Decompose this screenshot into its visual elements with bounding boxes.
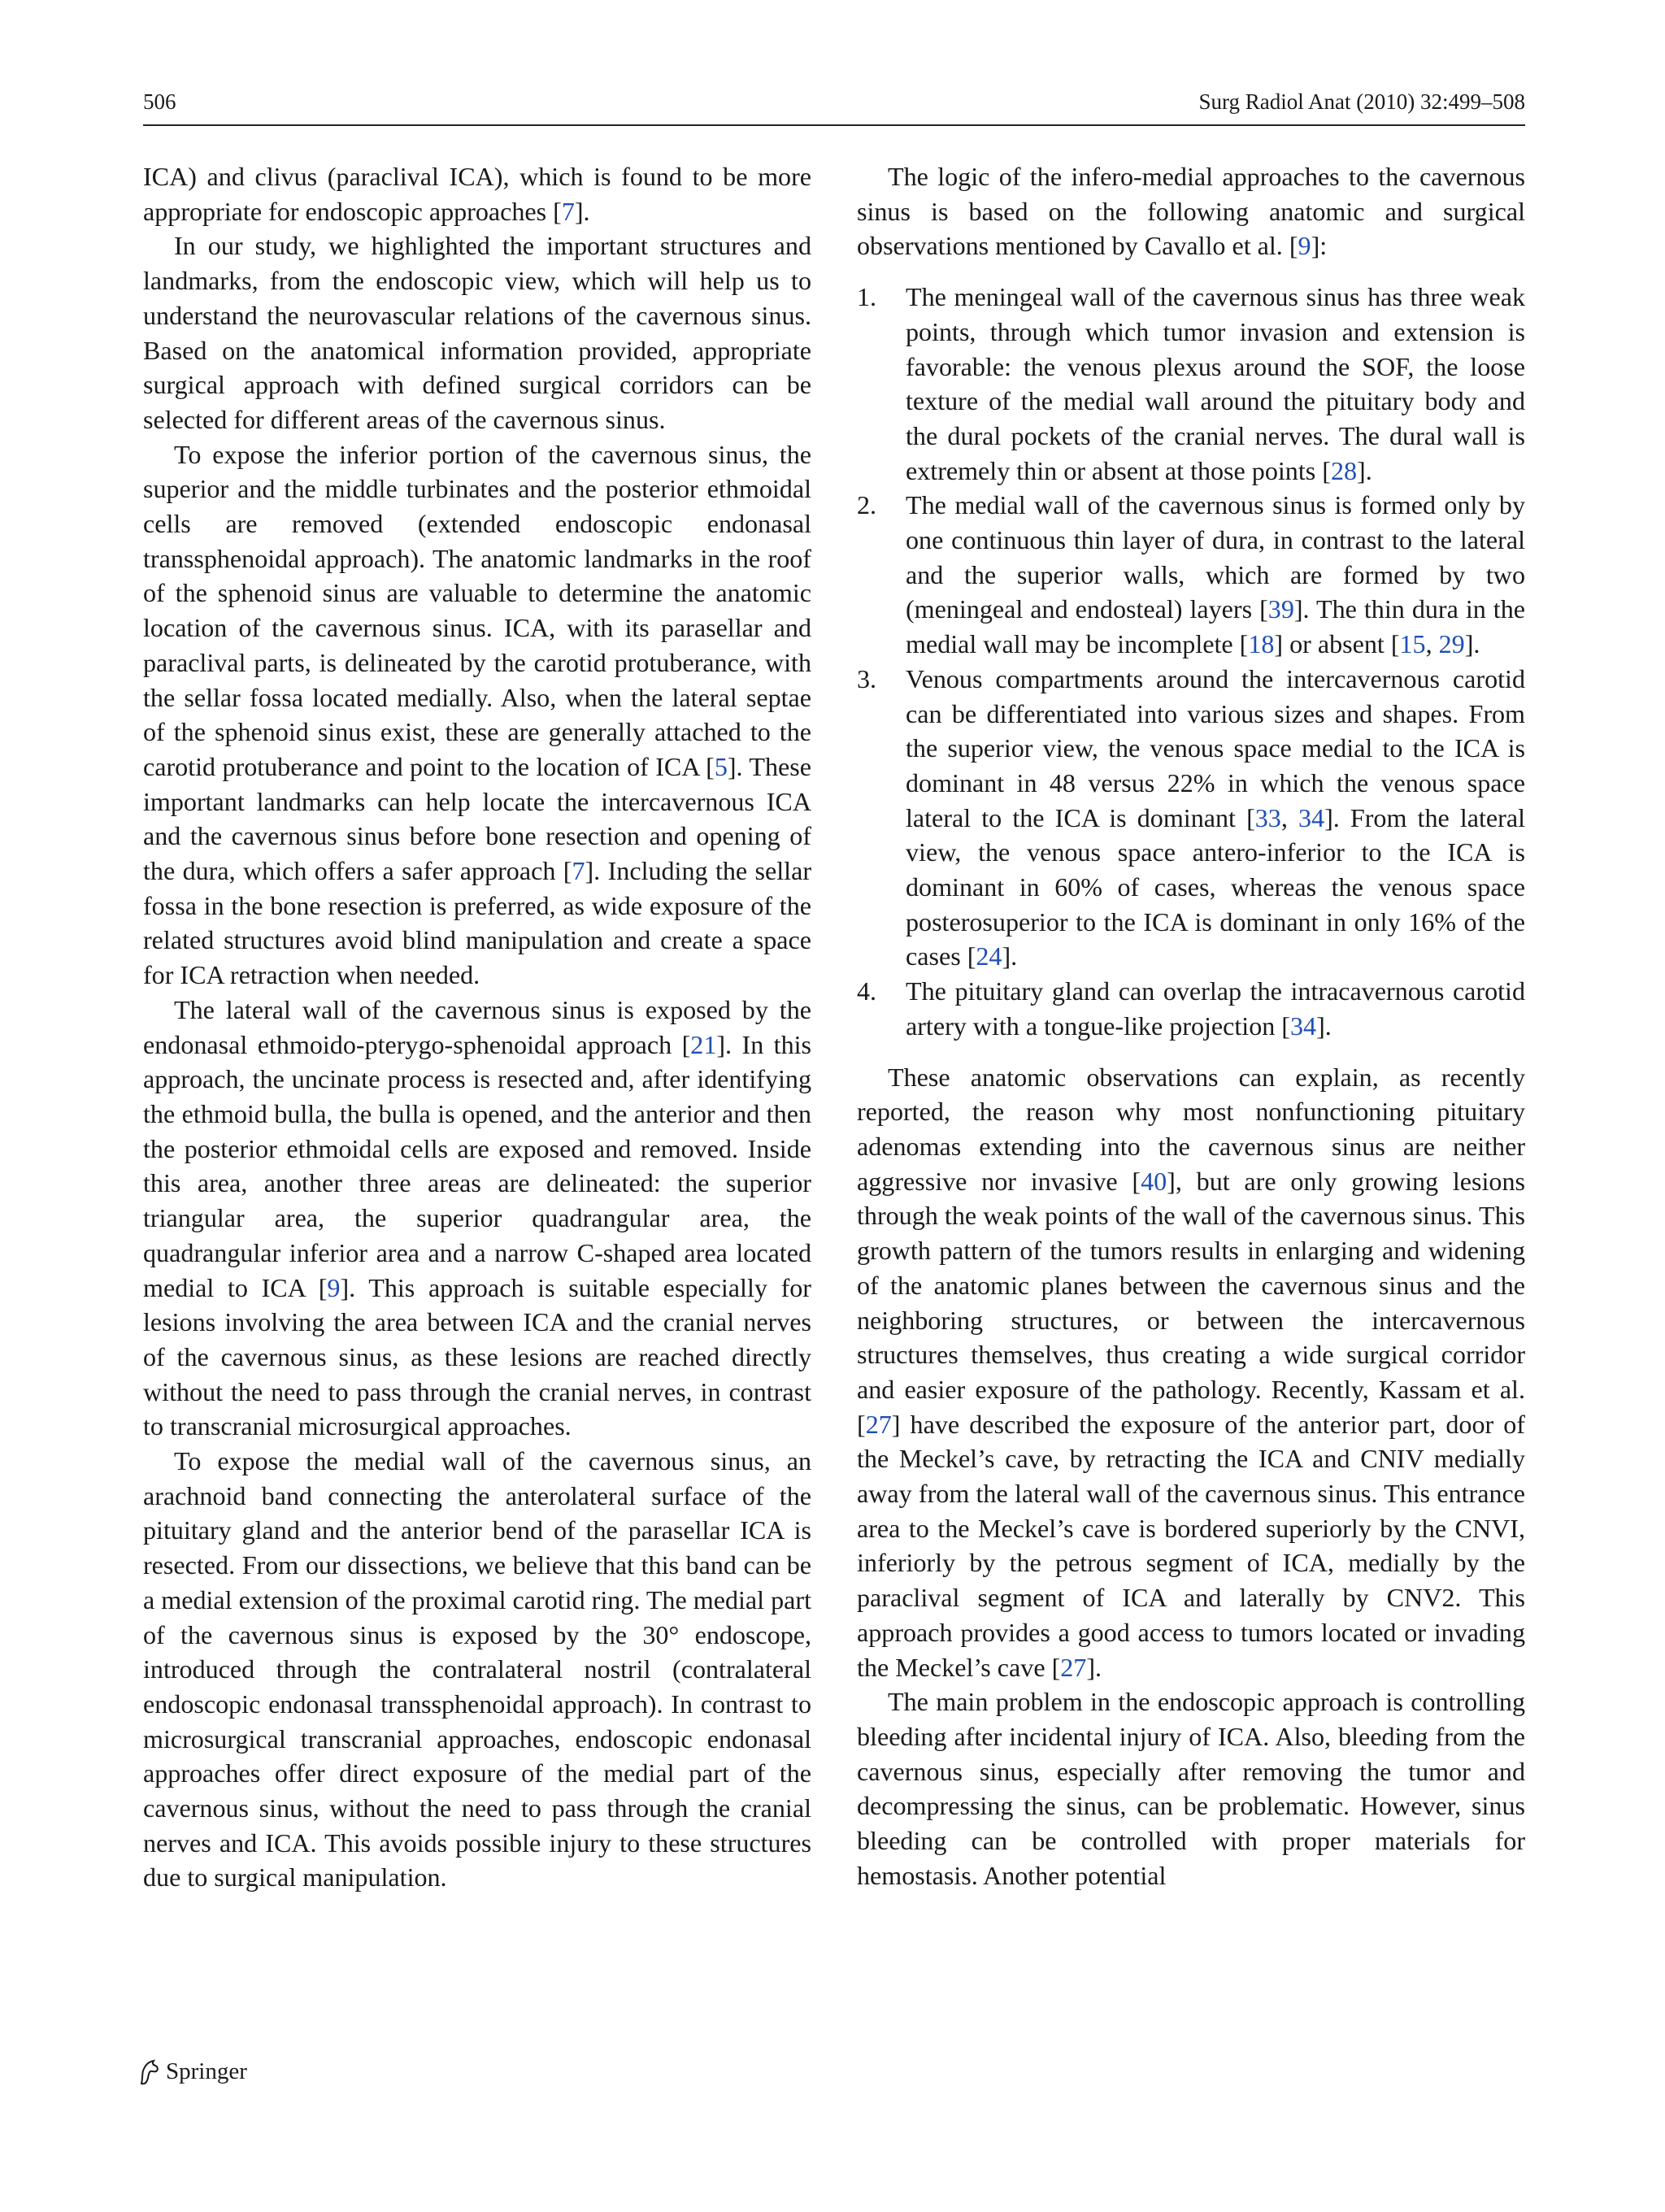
paragraph (857, 159, 1525, 263)
list-item (857, 488, 1525, 662)
list-item (857, 662, 1525, 974)
citation-link[interactable]: 9 (327, 1272, 341, 1302)
list-item-text (906, 282, 1525, 485)
text-run: The logic of the infero-medial approaches to the cavernous sinus is based on the following anatomic and surgical observations mentioned by Cavallo et al. [ (857, 162, 1525, 261)
paragraph (143, 1444, 811, 1895)
text-run: ] or absent [ (1274, 629, 1400, 659)
citation-link[interactable]: 27 (865, 1409, 892, 1439)
list-item (857, 280, 1525, 488)
citation-link[interactable]: 5 (714, 751, 728, 781)
paragraph (143, 993, 811, 1444)
citation-link[interactable]: 29 (1438, 629, 1465, 659)
list-number: 4. (857, 976, 877, 1006)
text-run: ], but are only growing lesions through the weak points of the wall of the cavernous sinus. This growth pattern of the tumors results in enlarging and widening of the anatomic planes between the cavernous sinus and the neighboring structures, or between the intercavernous structures themselves, thus creating a wide surgical corridor and easier exposure of the pathology. Recently, Kassam et al. [ (857, 1166, 1525, 1439)
text-run: These anatomic observations can explain, as recently reported, the reason why most nonfunctioning pituitary adenomas extending into the cavernous sinus are neither aggressive nor invasive [ (857, 1062, 1525, 1196)
list-item-text (906, 664, 1525, 971)
citation-link[interactable]: 34 (1289, 1010, 1317, 1041)
publisher-name: Springer (166, 2058, 247, 2084)
observations-list (857, 280, 1525, 1043)
text-run: Venous compartments around the intercavernous carotid can be differentiated into various sizes and shapes. From the superior view, the venous space medial to the ICA is dominant in 48 versus 22% in which the venous space lateral to the ICA is dominant [ (906, 663, 1525, 832)
text-run: To expose the medial wall of the cavernous sinus, an arachnoid band connecting the anterolateral surface of the pituitary gland and the anterior bend of the parasellar ICA is resected. From our dissections, we believe that this band can be a medial extension of the proximal carotid ring. The medial part of the cavernous sinus is exposed by the 30° endoscope, introduced through the contralateral nostril (contralateral endoscopic endonasal transsphenoidal approach). In contrast to microsurgical transcranial approaches, endoscopic endonasal approaches offer direct exposure of the medial part of the cavernous sinus, without the need to pass through the cranial nerves and ICA. This avoids possible injury to these structures due to surgical manipulation. (143, 1446, 811, 1893)
text-run: The medial wall of the cavernous sinus is formed only by one continuous thin layer of dura, in contrast to the lateral and the superior walls, which are formed by two (meningeal and endosteal) layers [ (906, 490, 1525, 624)
paragraph (143, 228, 811, 437)
text-run: The pituitary gland can overlap the intracavernous carotid artery with a tongue-like projection [ (906, 976, 1525, 1041)
text-run: ]. These important landmarks can help locate the intercavernous ICA and the cavernous sinus before bone resection and opening of the dura, which offers a safer approach [ (143, 751, 811, 886)
page-footer (137, 2058, 247, 2094)
paragraph (143, 159, 811, 228)
text-run: ]. From the lateral view, the venous space antero-inferior to the ICA is dominant in 60% of cases, whereas the venous space posterosuperior to the ICA is dominant in only 16% of the cases [ (906, 802, 1525, 971)
list-number: 2. (857, 490, 877, 520)
text-run: The main problem in the endoscopic approach is controlling bleeding after incidental injury of ICA. Also, bleeding from the cavernous sinus, especially after removing the tumor and decompressing the sinus, can be problematic. However, sinus bleeding can be controlled with proper materials for hemostasis. Another potential (857, 1687, 1525, 1890)
text-run: ]. (1316, 1010, 1332, 1041)
journal-citation: Surg Radiol Anat (2010) 32:499–508 (1198, 89, 1525, 114)
citation-link[interactable]: 7 (561, 196, 575, 226)
citation-link[interactable]: 27 (1060, 1652, 1087, 1682)
list-number: 3. (857, 663, 877, 693)
citation-link[interactable]: 15 (1399, 629, 1426, 659)
citation-link[interactable]: 7 (572, 856, 585, 886)
left-column (143, 159, 811, 1895)
citation-link[interactable]: 40 (1141, 1166, 1167, 1196)
header-rule (143, 124, 1525, 126)
citation-link[interactable]: 33 (1254, 802, 1281, 832)
text-run: ]. Including the sellar fossa in the bone resection is preferred, as wide exposure of the related structures avoid blind manipulation and create a space for ICA retraction when needed. (143, 856, 812, 990)
text-run: , (1425, 629, 1439, 659)
text-run: ]. (574, 196, 590, 226)
right-column (857, 159, 1525, 1893)
text-run: ICA) and clivus (paraclival ICA), which is found to be more appropriate for endoscopic approaches [ (143, 162, 811, 226)
text-run: ]. (1002, 941, 1018, 971)
citation-link[interactable]: 34 (1298, 802, 1325, 832)
paragraph (857, 1684, 1525, 1893)
paragraph (143, 437, 811, 993)
paragraph (857, 1060, 1525, 1685)
text-run: In our study, we highlighted the important structures and landmarks, from the endoscopic view, which will help us to understand the neurovascular relations of the cavernous sinus. Based on the anatomical information provided, appropriate surgical approach with defined surgical corridors can be selected for different areas of the cavernous sinus. (143, 231, 811, 434)
running-header (143, 89, 1525, 125)
citation-link[interactable]: 39 (1267, 594, 1294, 624)
text-run: The lateral wall of the cavernous sinus is exposed by the endonasal ethmoido-pterygo-sphenoidal approach [ (143, 994, 811, 1059)
citation-link[interactable]: 18 (1248, 629, 1275, 659)
page-number: 506 (143, 89, 176, 114)
text-run: ] have described the exposure of the anterior part, door of the Meckel’s cave, by retracting the ICA and CNIV medially away from the lateral wall of the cavernous sinus. This entrance area to the Meckel’s cave is bordered superiorly by the CNVI, inferiorly by the petrous segment of ICA, medially by the paraclival segment of ICA and laterally by CNV2. This approach provides a good access to tumors located or invading the Meckel’s cave [ (857, 1409, 1525, 1682)
list-item-text (906, 976, 1525, 1041)
citation-link[interactable]: 24 (976, 941, 1002, 971)
text-run: ]. This approach is suitable especially for lesions involving the area between ICA and the cranial nerves of the cavernous sinus, as these lesions are reached directly without the need to pass through the cranial nerves, in contrast to transcranial microsurgical approaches. (143, 1272, 811, 1441)
text-run: To expose the inferior portion of the cavernous sinus, the superior and the middle turbinates and the posterior ethmoidal cells are removed (extended endoscopic endonasal transsphenoidal approach). The anatomic landmarks in the roof of the sphenoid sinus are valuable to determine the anatomic location of the cavernous sinus. ICA, with its parasellar and paraclival parts, is delineated by the carotid protuberance, with the sellar fossa located medially. Also, when the lateral septae of the sphenoid sinus exist, these are generally attached to the carotid protuberance and point to the location of ICA [ (143, 439, 811, 781)
text-run: ]. (1357, 455, 1372, 485)
text-run: ]. In this approach, the uncinate process is resected and, after identifying the ethmoid bulla, the bulla is opened, and the anterior and then the posterior ethmoidal cells are exposed and removed. Inside this area, another three areas are delineated: the superior triangular area, the superior quadrangular area, the quadrangular inferior area and a narrow C-shaped area located medial to ICA [ (143, 1029, 812, 1302)
text-run: The meningeal wall of the cavernous sinus has three weak points, through which tumor invasion and extension is favorable: the venous plexus around the SOF, the loose texture of the medial wall around the pituitary body and the dural pockets of the cranial nerves. The dural wall is extremely thin or absent at those points [ (906, 282, 1525, 485)
citation-link[interactable]: 28 (1330, 455, 1358, 485)
springer-horse-icon (137, 2059, 161, 2085)
text-run: ]. (1464, 629, 1480, 659)
list-item (857, 974, 1525, 1043)
list-item-text (906, 490, 1525, 658)
list-number: 1. (857, 282, 877, 312)
text-run: , (1280, 802, 1298, 832)
text-run: ]: (1311, 231, 1328, 261)
citation-link[interactable]: 21 (690, 1029, 717, 1059)
springer-logo (137, 2058, 247, 2085)
text-run: ]. (1086, 1652, 1102, 1682)
text-run: ]. The thin dura in the medial wall may be incomplete [ (906, 594, 1525, 659)
citation-link[interactable]: 9 (1298, 231, 1311, 261)
